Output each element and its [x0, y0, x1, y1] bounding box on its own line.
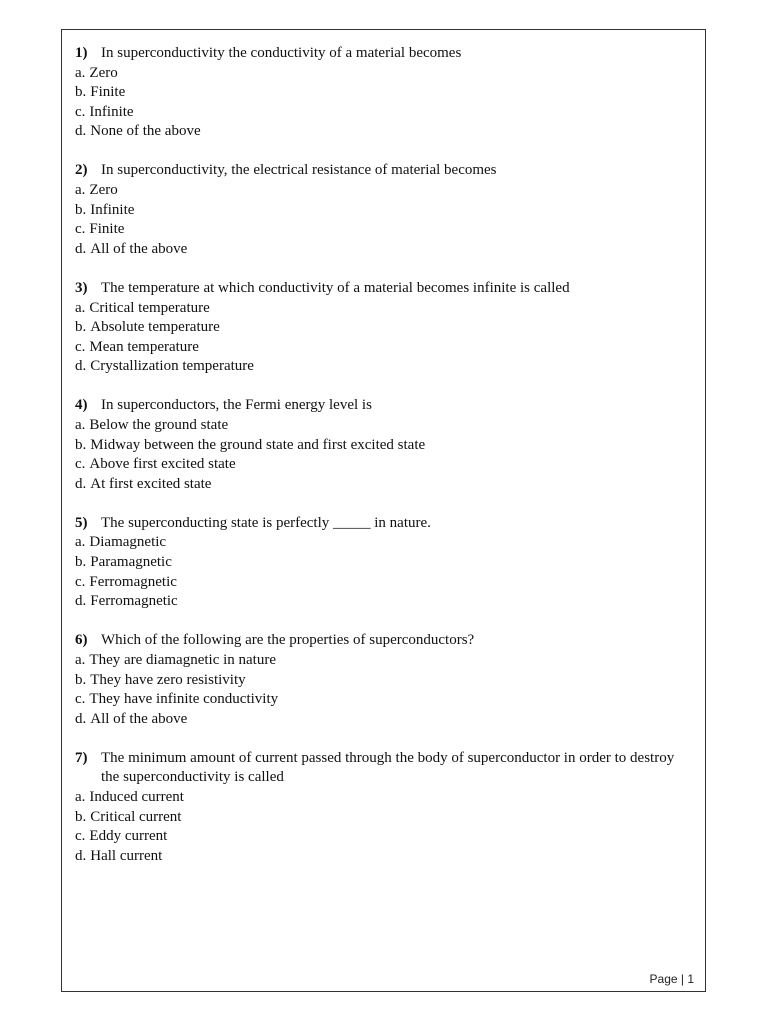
option-text: Crystallization temperature: [90, 358, 254, 375]
option-text: They are diamagnetic in nature: [89, 651, 276, 668]
option-a: [75, 64, 695, 84]
option-letter: b.: [75, 554, 87, 571]
option-letter: a.: [75, 789, 86, 805]
option-text: Zero: [89, 64, 118, 81]
option-b: [75, 318, 695, 338]
question-stem: [75, 396, 695, 416]
question-7: [75, 749, 695, 867]
question-number: 3): [75, 279, 88, 296]
option-text: Eddy current: [89, 828, 168, 845]
option-b: [75, 201, 695, 221]
option-letter: d.: [75, 358, 87, 375]
option-text: Zero: [89, 182, 118, 199]
option-d: [75, 240, 695, 260]
question-stem: [75, 44, 695, 64]
option-letter: c.: [75, 828, 86, 845]
option-letter: a.: [75, 651, 86, 668]
option-letter: d.: [75, 593, 87, 610]
option-b: [75, 808, 695, 828]
option-b: [75, 436, 695, 456]
question-6: [75, 631, 695, 729]
option-d: [75, 710, 695, 730]
question-number: 7): [75, 749, 88, 766]
question-list: [75, 44, 695, 886]
option-letter: b.: [75, 84, 87, 101]
option-d: [75, 847, 695, 867]
question-number: 1): [75, 45, 88, 61]
question-stem: [75, 749, 695, 788]
option-c: [75, 573, 695, 593]
option-text: All of the above: [90, 710, 188, 727]
option-text: Hall current: [90, 847, 163, 864]
question-stem: [75, 161, 695, 181]
question-stem: [75, 631, 695, 651]
option-letter: a.: [75, 64, 86, 81]
option-text: Above first excited state: [89, 456, 236, 473]
option-b: [75, 83, 695, 103]
question-5: [75, 514, 695, 612]
option-letter: c.: [75, 573, 86, 590]
option-text: They have zero resistivity: [90, 671, 246, 688]
question-text: The temperature at which conductivity of a material becomes infinite is called: [101, 279, 570, 296]
option-letter: c.: [75, 338, 86, 355]
option-d: [75, 122, 695, 142]
option-a: [75, 299, 695, 319]
option-letter: c.: [75, 103, 86, 120]
option-letter: d.: [75, 475, 87, 492]
option-c: [75, 690, 695, 710]
option-letter: b.: [75, 436, 87, 453]
option-b: [75, 553, 695, 573]
question-2: [75, 161, 695, 259]
option-a: [75, 788, 695, 808]
option-text: None of the above: [90, 123, 201, 140]
option-a: [75, 533, 695, 553]
option-letter: d.: [75, 240, 87, 257]
option-a: [75, 651, 695, 671]
question-text: The minimum amount of current passed through the body of superconductor in order to destroy the superconductivity is called: [101, 749, 675, 786]
option-letter: d.: [75, 847, 87, 864]
option-text: All of the above: [90, 240, 188, 257]
option-text: Midway between the ground state and first excited state: [90, 436, 426, 453]
option-letter: a.: [75, 534, 86, 551]
option-d: [75, 592, 695, 612]
option-c: [75, 455, 695, 475]
option-letter: b.: [75, 671, 87, 688]
option-b: [75, 671, 695, 691]
question-text: Which of the following are the properties of superconductors?: [101, 632, 475, 649]
option-text: Mean temperature: [89, 338, 199, 355]
option-text: Absolute temperature: [90, 319, 220, 336]
question-3: [75, 279, 695, 377]
question-stem: [75, 279, 695, 299]
option-text: At first excited state: [90, 475, 212, 492]
option-text: Paramagnetic: [90, 554, 172, 571]
question-number: 5): [75, 514, 88, 531]
option-text: Finite: [90, 84, 126, 101]
option-text: Infinite: [90, 201, 135, 218]
question-text: The superconducting state is perfectly _____ in nature.: [101, 514, 431, 531]
option-letter: a.: [75, 299, 86, 316]
option-letter: a.: [75, 182, 86, 199]
option-letter: c.: [75, 221, 86, 238]
option-letter: c.: [75, 456, 86, 473]
option-text: They have infinite conductivity: [89, 691, 279, 708]
option-c: [75, 827, 695, 847]
question-1: [75, 44, 695, 142]
option-letter: d.: [75, 123, 87, 140]
question-text: In superconductivity the conductivity of a material becomes: [101, 45, 462, 61]
question-text: In superconductors, the Fermi energy level is: [101, 397, 372, 414]
option-c: [75, 338, 695, 358]
option-text: Ferromagnetic: [90, 593, 178, 610]
option-a: [75, 416, 695, 436]
option-c: [75, 220, 695, 240]
option-text: Induced current: [89, 789, 184, 805]
question-stem: [75, 514, 695, 534]
question-number: 4): [75, 397, 88, 414]
option-text: Critical current: [90, 808, 182, 825]
option-text: Critical temperature: [89, 299, 210, 316]
question-4: [75, 396, 695, 494]
option-letter: b.: [75, 319, 87, 336]
option-text: Below the ground state: [89, 417, 229, 433]
option-text: Finite: [89, 221, 125, 238]
option-letter: d.: [75, 710, 87, 727]
option-c: [75, 103, 695, 123]
page-number: Page | 1: [649, 972, 694, 986]
option-d: [75, 357, 695, 377]
option-text: Diamagnetic: [89, 534, 167, 551]
option-text: Ferromagnetic: [89, 573, 177, 590]
option-d: [75, 475, 695, 495]
option-letter: a.: [75, 417, 86, 433]
question-number: 6): [75, 632, 88, 649]
option-letter: b.: [75, 201, 87, 218]
option-a: [75, 181, 695, 201]
option-text: Infinite: [89, 103, 134, 120]
question-text: In superconductivity, the electrical resistance of material becomes: [101, 162, 497, 179]
option-letter: b.: [75, 808, 87, 825]
question-number: 2): [75, 162, 88, 179]
option-letter: c.: [75, 691, 86, 708]
